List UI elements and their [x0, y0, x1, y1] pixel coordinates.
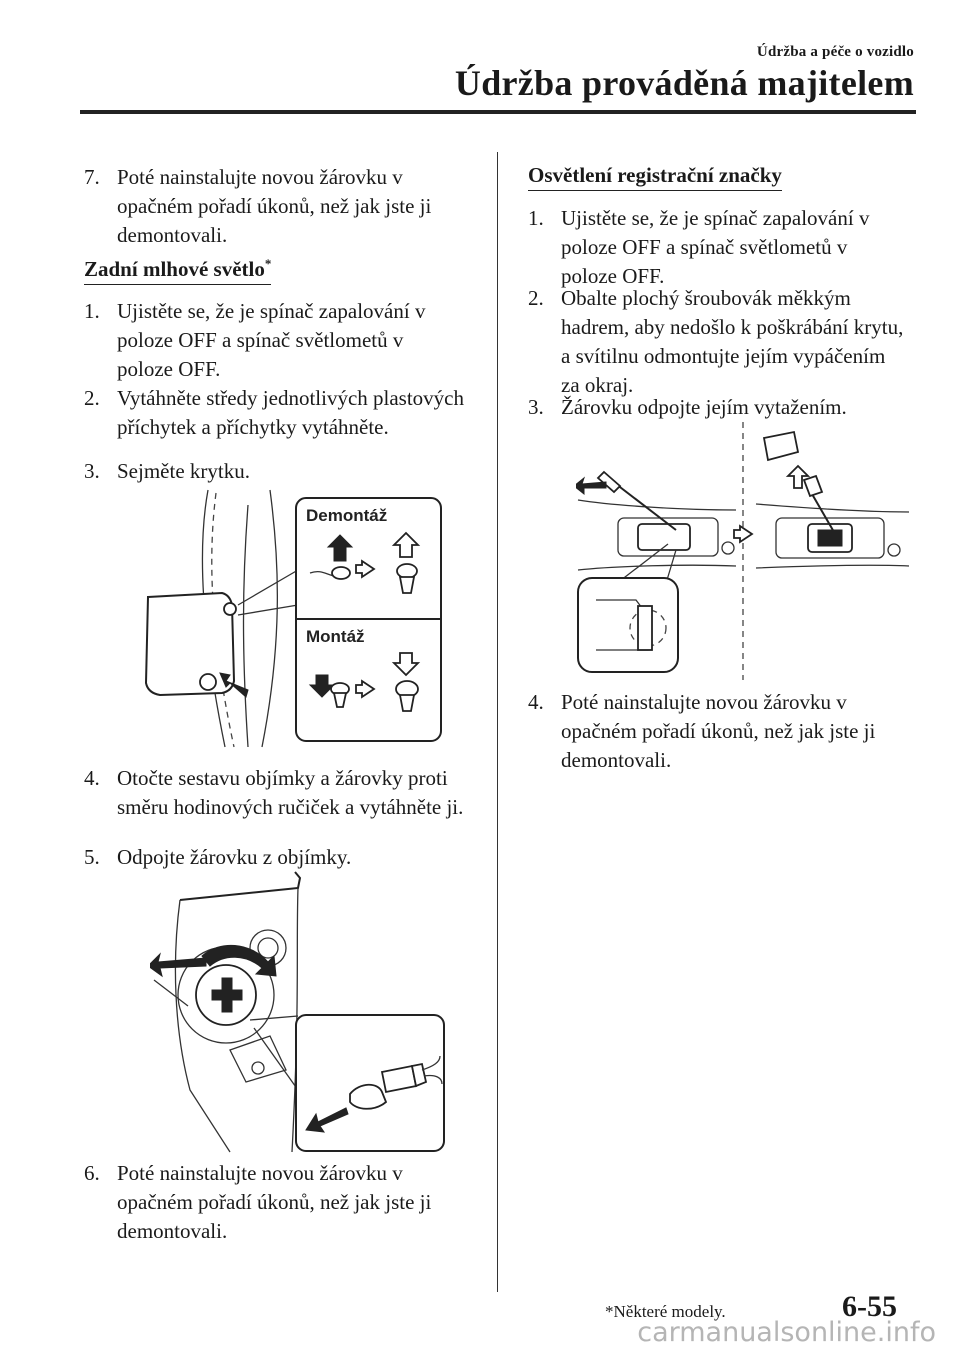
step-item: 2. Obalte plochý šroubovák měkkým hadrem, aby nedošlo k poškrábání krytu, a svítilnu odmontujte jejím vypáčením za okraj.	[528, 286, 904, 397]
page-number: 6-55	[842, 1290, 897, 1323]
section-label: Údržba a péče o vozidlo	[756, 44, 914, 60]
step-number: 7.	[84, 165, 100, 189]
footnote-mark: *	[264, 256, 272, 271]
step-item	[84, 163, 464, 250]
section-heading-plate-light: Osvětlení registrační značky	[528, 163, 782, 191]
label-install: Montáž	[306, 627, 365, 646]
watermark: carmanualsonline.info	[637, 1317, 936, 1348]
step-item: 6. Poté nainstalujte novou žárovku v opačném pořadí úkonů, než jak jste ji demontovali.	[84, 1161, 432, 1243]
label-remove: Demontáž	[306, 506, 388, 525]
figure-plate-light	[576, 420, 911, 682]
step-item: 3. Sejměte krytku.	[84, 459, 250, 483]
step-item: 4. Poté nainstalujte novou žárovku v opačném pořadí úkonů, než jak jste ji demontovali.	[528, 690, 876, 772]
step-item: 3. Žárovku odpojte jejím vytažením.	[528, 395, 847, 419]
column-divider	[497, 152, 498, 1292]
step-item: 1. Ujistěte se, že je spínač zapalování v poloze OFF a spínač světlometů v poloze OFF.	[84, 299, 426, 381]
step-text: Poté nainstalujte novou žárovku v opačném pořadí úkonů, než jak jste ji demontovali.	[117, 165, 432, 247]
step-item: 1. Ujistěte se, že je spínač zapalování v poloze OFF a spínač světlometů v poloze OFF.	[528, 206, 870, 288]
page-title: Údržba prováděná majitelem	[454, 63, 914, 103]
figure-fog-light-cover	[130, 485, 445, 753]
step-item: 2. Vytáhněte středy jednotlivých plastových příchytek a příchytky vytáhněte.	[84, 386, 465, 439]
section-heading-fog-light: Zadní mlhové světlo*	[84, 256, 271, 285]
step-item: 4. Otočte sestavu objímky a žárovky proti směru hodinových ručiček a vytáhněte ji.	[84, 766, 464, 819]
footnote: *Některé modely.	[605, 1302, 726, 1321]
step-item: 5. Odpojte žárovku z objímky.	[84, 845, 352, 869]
arrow-left-icon	[150, 954, 206, 976]
figure-bulb-socket	[150, 870, 450, 1155]
arrow-right-icon	[734, 526, 752, 542]
title-rule	[80, 110, 916, 114]
